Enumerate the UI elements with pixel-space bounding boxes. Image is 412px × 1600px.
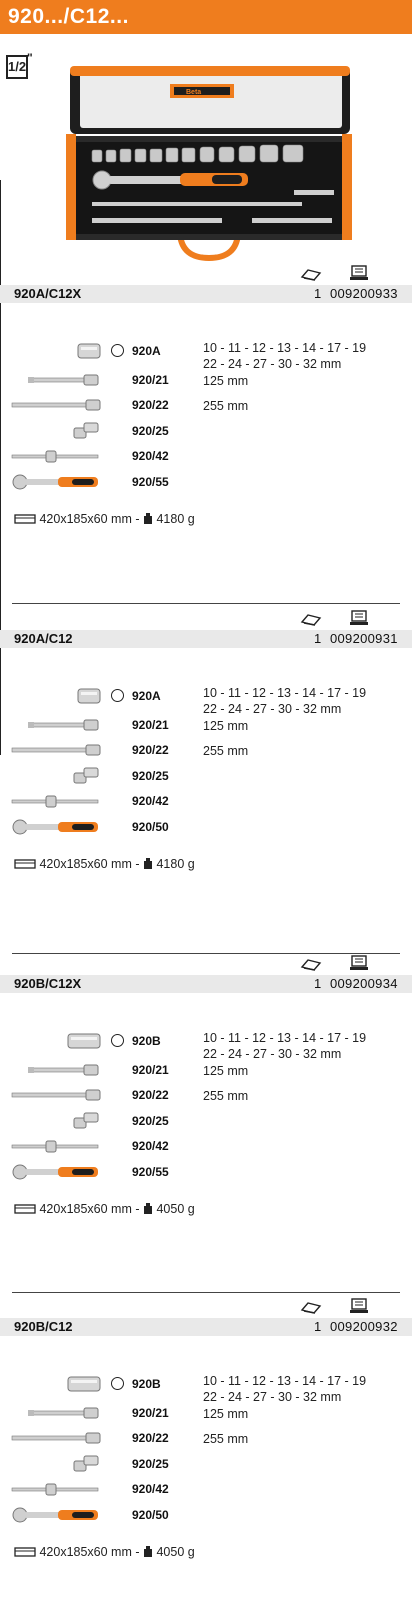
section-separator — [12, 953, 400, 954]
part-number: 920/50 — [132, 820, 169, 834]
sliding-tee-icon — [10, 447, 102, 470]
case-dimensions-icon — [14, 512, 36, 526]
svg-text:Beta: Beta — [186, 89, 202, 96]
catalog-icon — [349, 955, 369, 976]
dimensions-text: 420x185x60 mm - — [36, 857, 143, 871]
case-icon — [300, 957, 322, 976]
set-item-row — [0, 767, 412, 787]
part-number: 920/21 — [132, 1063, 169, 1077]
set-header-band — [0, 1318, 412, 1336]
case-dimensions-icon — [14, 857, 36, 871]
item-spec — [203, 373, 248, 389]
case-icon — [300, 1300, 322, 1319]
spec-line: 22 - 24 - 27 - 30 - 32 mm — [203, 702, 342, 716]
inch-mark: " — [27, 51, 33, 65]
part-number: 920/55 — [132, 1165, 169, 1179]
spec-line: 22 - 24 - 27 - 30 - 32 mm — [203, 1047, 342, 1061]
article-number: 009200934 — [330, 976, 398, 991]
page-title: 920.../C12... — [8, 5, 129, 28]
part-number: 920/22 — [132, 1088, 169, 1102]
set-item-row — [0, 1031, 412, 1061]
case-icon — [300, 267, 322, 286]
item-spec — [203, 1030, 366, 1062]
set-code: 920B/C12X — [14, 976, 82, 991]
section-separator — [12, 603, 400, 604]
part-number: 920/25 — [132, 769, 169, 783]
set-header-band — [0, 630, 412, 648]
set-item-row — [0, 686, 412, 716]
article-number: 009200933 — [330, 286, 398, 301]
spec-line: 125 mm — [203, 1407, 249, 1421]
product-set — [0, 267, 412, 537]
item-spec — [203, 743, 248, 759]
set-header-band — [0, 975, 412, 993]
part-number: 920/42 — [132, 794, 169, 808]
weight-icon — [143, 857, 153, 871]
part-number: 920/22 — [132, 743, 169, 757]
set-item-row — [0, 396, 412, 416]
case-dimensions-icon — [14, 1202, 36, 1216]
weight-icon — [143, 512, 153, 526]
spec-line: 255 mm — [203, 399, 249, 413]
part-number: 920/21 — [132, 373, 169, 387]
socket-icon — [10, 342, 102, 365]
set-item-row — [0, 422, 412, 442]
set-item-row — [0, 447, 412, 467]
universal-joint-icon — [10, 1112, 102, 1135]
set-item-row — [0, 1455, 412, 1475]
set-item-row — [0, 741, 412, 761]
part-number: 920B — [132, 1034, 161, 1048]
set-item-row — [0, 1404, 412, 1424]
part-number: 920/25 — [132, 1457, 169, 1471]
spec-line: 10 - 11 - 12 - 13 - 14 - 17 - 19 — [203, 341, 367, 355]
dimensions-text: 420x185x60 mm - — [36, 1545, 143, 1559]
case-icon — [300, 612, 322, 631]
set-quantity: 1 — [314, 631, 322, 646]
sliding-tee-icon — [10, 1137, 102, 1160]
item-spec — [203, 1088, 248, 1104]
weight-text: 4180 g — [153, 512, 195, 526]
part-number: 920A — [132, 344, 161, 358]
item-spec — [203, 398, 248, 414]
socket-icon — [10, 1032, 102, 1055]
item-spec — [203, 718, 248, 734]
item-spec — [203, 1063, 248, 1079]
part-number: 920A — [132, 689, 161, 703]
weight-text: 4180 g — [153, 857, 195, 871]
dimensions-weight — [14, 857, 195, 871]
dimensions-weight — [14, 512, 195, 526]
spec-line: 10 - 11 - 12 - 13 - 14 - 17 - 19 — [203, 1374, 367, 1388]
set-item-row — [0, 1429, 412, 1449]
set-item-row — [0, 473, 412, 493]
extension-long-icon — [10, 1086, 102, 1109]
spec-line: 255 mm — [203, 1432, 249, 1446]
spec-line: 10 - 11 - 12 - 13 - 14 - 17 - 19 — [203, 686, 367, 700]
article-number: 009200932 — [330, 1319, 398, 1334]
catalog-icon — [349, 265, 369, 286]
item-spec — [203, 1431, 248, 1447]
item-spec — [203, 1406, 248, 1422]
set-item-row — [0, 716, 412, 736]
weight-text: 4050 g — [153, 1202, 195, 1216]
set-item-row — [0, 1374, 412, 1404]
set-item-row — [0, 371, 412, 391]
extension-short-icon — [10, 371, 102, 394]
set-item-row — [0, 818, 412, 838]
item-spec — [203, 340, 366, 372]
spec-line: 125 mm — [203, 1064, 249, 1078]
catalog-icon — [349, 1298, 369, 1319]
weight-text: 4050 g — [153, 1545, 195, 1559]
item-spec — [203, 685, 366, 717]
article-number: 009200931 — [330, 631, 398, 646]
part-number: 920/21 — [132, 1406, 169, 1420]
set-item-row — [0, 792, 412, 812]
spec-line: 125 mm — [203, 719, 249, 733]
part-number: 920/25 — [132, 424, 169, 438]
extension-long-icon — [10, 741, 102, 764]
item-spec — [203, 1373, 366, 1405]
spec-line: 22 - 24 - 27 - 30 - 32 mm — [203, 357, 342, 371]
universal-joint-icon — [10, 1455, 102, 1478]
set-item-row — [0, 1086, 412, 1106]
part-number: 920B — [132, 1377, 161, 1391]
part-number: 920/42 — [132, 1139, 169, 1153]
drive-size-badge: 1/2 — [6, 55, 28, 79]
spec-line: 10 - 11 - 12 - 13 - 14 - 17 - 19 — [203, 1031, 367, 1045]
extension-short-icon — [10, 716, 102, 739]
universal-joint-icon — [10, 422, 102, 445]
title-bar — [0, 0, 412, 34]
product-set — [0, 957, 412, 1227]
socket-set-circle-icon — [111, 1034, 124, 1047]
part-number: 920/42 — [132, 449, 169, 463]
sliding-tee-icon — [10, 1480, 102, 1503]
case-dimensions-icon — [14, 1545, 36, 1559]
weight-icon — [143, 1202, 153, 1216]
part-number: 920/21 — [132, 718, 169, 732]
ratchet-icon — [10, 473, 102, 496]
part-number: 920/55 — [132, 475, 169, 489]
part-number: 920/50 — [132, 1508, 169, 1522]
weight-icon — [143, 1545, 153, 1559]
set-code: 920A/C12 — [14, 631, 73, 646]
set-header-band — [0, 285, 412, 303]
extension-short-icon — [10, 1061, 102, 1084]
dimensions-text: 420x185x60 mm - — [36, 1202, 143, 1216]
set-item-row — [0, 341, 412, 371]
ratchet-icon — [10, 1163, 102, 1186]
part-number: 920/22 — [132, 398, 169, 412]
product-set — [0, 612, 412, 882]
catalog-icon — [349, 610, 369, 631]
ratchet-icon — [10, 1506, 102, 1529]
tool-case-image — [62, 62, 357, 262]
set-code: 920A/C12X — [14, 286, 82, 301]
socket-set-circle-icon — [111, 1377, 124, 1390]
dimensions-text: 420x185x60 mm - — [36, 512, 143, 526]
extension-long-icon — [10, 1429, 102, 1452]
set-quantity: 1 — [314, 976, 322, 991]
product-set — [0, 1300, 412, 1570]
part-number: 920/42 — [132, 1482, 169, 1496]
spec-line: 22 - 24 - 27 - 30 - 32 mm — [203, 1390, 342, 1404]
socket-icon — [10, 1375, 102, 1398]
socket-set-circle-icon — [111, 689, 124, 702]
dimensions-weight — [14, 1202, 195, 1216]
set-item-row — [0, 1061, 412, 1081]
section-separator — [12, 1292, 400, 1293]
extension-short-icon — [10, 1404, 102, 1427]
spec-line: 255 mm — [203, 744, 249, 758]
socket-set-circle-icon — [111, 344, 124, 357]
spec-line: 125 mm — [203, 374, 249, 388]
set-item-row — [0, 1480, 412, 1500]
universal-joint-icon — [10, 767, 102, 790]
set-item-row — [0, 1112, 412, 1132]
set-item-row — [0, 1137, 412, 1157]
part-number: 920/25 — [132, 1114, 169, 1128]
set-item-row — [0, 1163, 412, 1183]
ratchet-icon — [10, 818, 102, 841]
dimensions-weight — [14, 1545, 195, 1559]
extension-long-icon — [10, 396, 102, 419]
set-quantity: 1 — [314, 286, 322, 301]
sliding-tee-icon — [10, 792, 102, 815]
part-number: 920/22 — [132, 1431, 169, 1445]
set-quantity: 1 — [314, 1319, 322, 1334]
set-item-row — [0, 1506, 412, 1526]
set-code: 920B/C12 — [14, 1319, 73, 1334]
spec-line: 255 mm — [203, 1089, 249, 1103]
socket-icon — [10, 687, 102, 710]
